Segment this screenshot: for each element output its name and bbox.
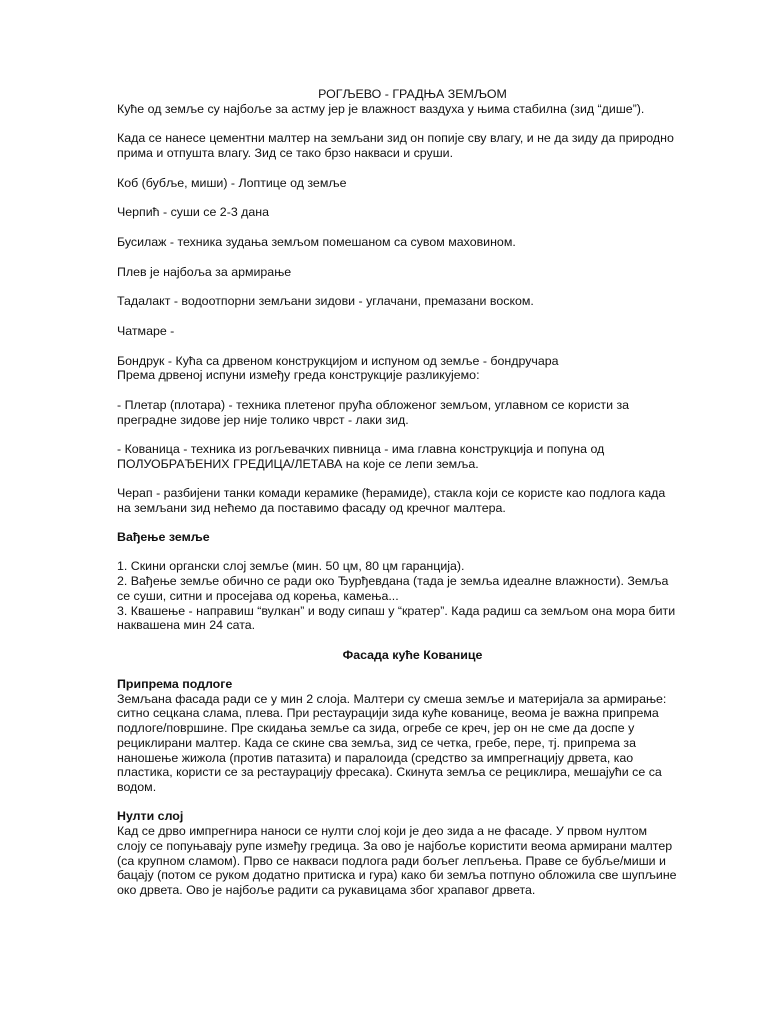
- paragraph-kovanica: - Кованица - техника из рогљевачких пивница - има главна конструкција и попуна од ПОЛУОБРАЂЕНИХ ГРЕДИЦА/ЛЕТАВА на које се лепи земља.: [117, 441, 605, 471]
- paragraph-zero-layer: Кад се дрво импрегнира наноси се нулти слој који је део зида а не фасаде. У првом нултом слоју се попуњавају рупе између гредица. За ово је најбоље користити веома армирани малтер (са крупном сламом). Прво се накваси подлога ради бољег лепљења. Праве се бубље/миши и бацају (потом се руком додатно притиска и гура) како би земља потпуно обложила све шупљине око дрвета. Ово је најбоље радити са рукавицама због храпавог дрвета.: [117, 824, 677, 897]
- list-item-2: 2. Вађење земље обично се ради око Ђурђевдана (тада је земља идеалне влажности). Земља се суши, ситни и просејава од корења, камења...: [117, 574, 669, 603]
- list-item-1: 1. Скини органски слој земље (мин. 50 цм, 80 цм гаранција).: [117, 559, 465, 574]
- heading-substrate-prep: Припрема подлоге: [117, 677, 233, 692]
- paragraph-substrate-prep: Земљана фасада ради се у мин 2 слоја. Малтери су смеша земље и материјала за армирање: ситно сецкана слама, плева. При рестаурацији зида куће кованице, веома је важна припрема подлоге/површине. Пре скидања земље са зида, огребе се креч, јер он не сме да доспе у рециклирани малтер. Када се скине сва земља, зид се четка, гребе, пере, тј. припрема за наношење жижола (против патазита) и паралоида (средство за импрегнацију дрвета, као пластика, користи се за рестаурацију фресака). Скинута земља се рециклира, мешајући се са водом.: [117, 691, 667, 794]
- heading-earth-extraction: Вађење земље: [117, 530, 210, 545]
- paragraph-bondruk-types: Према дрвеној испуни између греда конструкције разликујемо:: [117, 368, 480, 383]
- document-title: РОГЉЕВО - ГРАДЊА ЗЕМЉОМ: [318, 87, 507, 101]
- paragraph-cherpich: Черпић - суши се 2-3 дана: [117, 205, 270, 220]
- paragraph-plev: Плев је најбоља за армирање: [117, 264, 292, 279]
- paragraph-busilazh: Бусилаж - техника зудања земљом помешаном са сувом маховином.: [117, 234, 516, 249]
- paragraph-cement-plaster: Када се нанесе цементни малтер на земљани зид он попије сву влагу, и не да зиду да природно прима и отпушта влагу. Зид се тако брзо накваси и сруши.: [117, 131, 674, 160]
- paragraph-pletar: - Плетар (плотара) - техника плетеног прућа обложеног земљом, углавном се користи за преградне зидове јер није толико чврст - лаки зид.: [117, 397, 630, 427]
- paragraph-tadelakt: Тадалакт - водоотпорни земљани зидови - углачани, премазани воском.: [117, 294, 534, 309]
- list-item-3: 3. Квашење - направиш “вулкан” и воду сипаш у “кратер”. Када радиш са земљом она мора бити наквашена мин 24 сата.: [117, 603, 676, 633]
- heading-zero-layer: Нулти слој: [117, 809, 184, 824]
- paragraph-healthy-houses: Куће од земље су најбоље за астму јер је влажност ваздуха у њима стабилна (зид “дише”).: [117, 101, 645, 116]
- heading-facade: Фасада куће Кованице: [342, 647, 483, 662]
- paragraph-chatmare: Чатмаре -: [117, 324, 175, 339]
- paragraph-bondruk: Бондрук - Кућа са дрвеном конструкцијом и испуном од земље - бондручара: [117, 353, 559, 368]
- paragraph-cherap: Черап - разбијени танки комади керамике (ћерамиде), стакла који се користе као подлога када на земљани зид нећемо да поставимо фасаду од кречног малтера.: [117, 486, 666, 515]
- paragraph-cob: Коб (бубље, миши) - Лоптице од земље: [117, 175, 347, 190]
